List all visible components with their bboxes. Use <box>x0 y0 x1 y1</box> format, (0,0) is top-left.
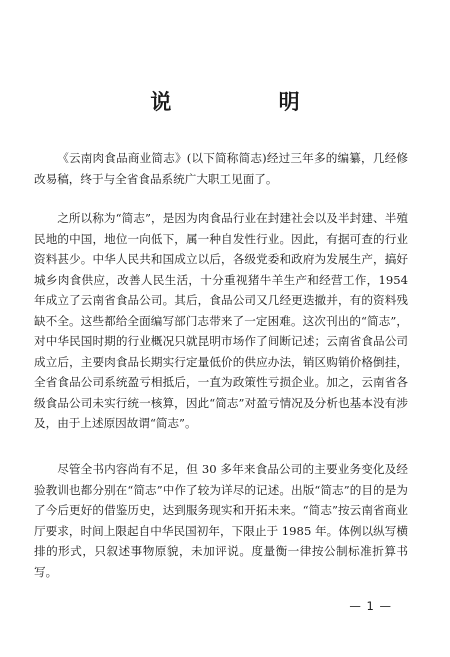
intro-paragraph: 《云南肉食品商业简志》(以下简称简志)经过三年多的编纂，几经修改易稿，终于与全省食品系统广大职工见面了。 <box>34 151 408 186</box>
page-title: 说 明 <box>150 89 350 114</box>
page-number: — 1 — <box>349 599 392 613</box>
scope-paragraph: 尽管全书内容尚有不足，但 30 多年来食品公司的主要业务变化及经验教训也都分别在“简志”中作了较为详尽的记述。出版“简志”的目的是为了今后更好的借鉴历史，达到服务现实和开拓未来。“简志”按云南省商业厅要求，时间上限起自中华民国初年，下限止于 1985 年。体例以纵写横排的形式，只叙述事物原貌，未加评说。度量衡一律按公制标准折算书写。 <box>34 462 408 579</box>
reason-paragraph: 之所以称为“简志”，是因为肉食品行业在封建社会以及半封建、半殖民地的中国，地位一向低下，属一种自发性行业。因此，有据可查的行业资料甚少。中华人民共和国成立以后，各级党委和政府为发展生产，搞好城乡肉食供应，改善人民生活，十分重视猪牛羊生产和经营工作，1954 年成立了云南省食品公司。其后，食品公司又几经更迭撤并，有的资料残缺不全。这些都给全面编写部门志带来了一定困难。这次刊出的“简志”，对中华民国时期的行业概况只就昆明市场作了间断记述；云南省食品公司成立后，主要肉食品长期实行定量低价的供应办法，销区购销价格倒挂，全省食品公司系统盈亏相抵后，一直为政策性亏损企业。加之，云南省各级食品公司未实行统一核算，因此“简志”对盈亏情况及分析也基本没有涉及，由于上述原因故谓“简志”。 <box>34 211 408 430</box>
